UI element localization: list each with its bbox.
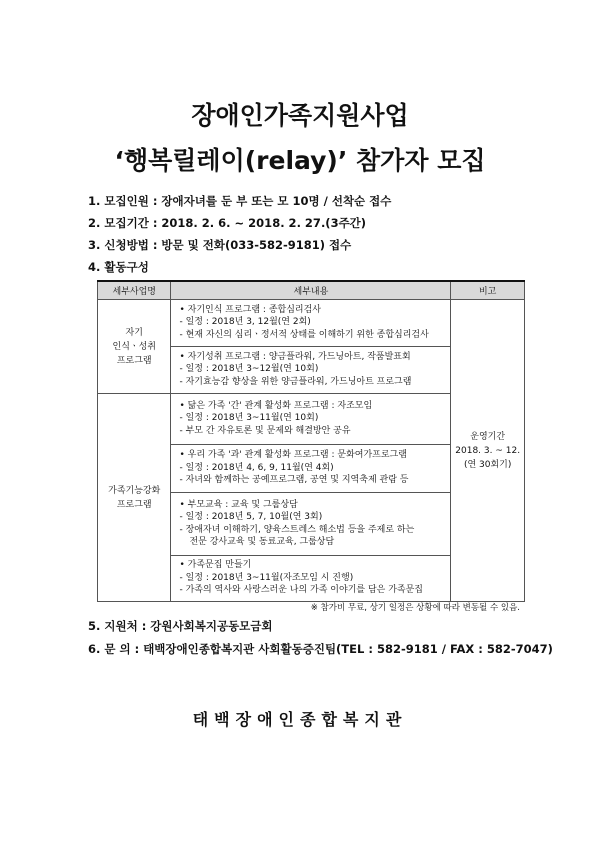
detail-cell bbox=[171, 493, 451, 556]
detail-line: • 자기인식 프로그램 : 종합심리검사 bbox=[179, 304, 321, 315]
detail-cell bbox=[171, 556, 451, 602]
detail-line: - 일정 : 2018년 5, 7, 10월(연 3회) bbox=[179, 512, 323, 522]
page-title-line2: ‘행복릴레이(relay)’ 참가자 모집 bbox=[114, 146, 486, 175]
detail-line: 전문 강사교육 및 동료교육, 그룹상담 bbox=[189, 537, 335, 547]
detail-line: - 자기효능감 향상을 위한 양금플라워, 가드닝아트 프로그램 bbox=[179, 376, 412, 387]
activity-table bbox=[97, 280, 525, 602]
detail-cell bbox=[171, 347, 451, 394]
footnote: ※ 참가비 무료, 상기 일정은 상황에 따라 변동될 수 있음. bbox=[310, 603, 520, 613]
detail-line: - 일정 : 2018년 4, 6, 9, 11월(연 4회) bbox=[179, 462, 334, 473]
category-family-line: 프로그램 bbox=[116, 499, 152, 510]
detail-line: - 가족의 역사와 사랑스러운 나의 가족 이야기를 담은 가족문집 bbox=[179, 585, 423, 596]
detail-cell bbox=[171, 445, 451, 493]
detail-line: • 가족문집 만들기 bbox=[179, 560, 252, 571]
note-line: 운영기간 bbox=[470, 431, 506, 442]
detail-line: - 부모 간 자유토론 및 문제와 해결방안 공유 bbox=[179, 425, 351, 436]
detail-line: - 현재 자신의 심리ㆍ정서적 상태를 이해하기 위한 종합심리검사 bbox=[179, 329, 429, 340]
detail-cell bbox=[171, 300, 451, 347]
detail-cell bbox=[171, 394, 451, 445]
detail-line: • 자기성취 프로그램 : 양금플라워, 가드닝아트, 작품발표회 bbox=[179, 351, 411, 362]
category-family-line: 가족기능강화 bbox=[108, 485, 161, 496]
detail-line: - 일정 : 2018년 3~12월(연 10회) bbox=[179, 364, 319, 375]
detail-line: • 부모교육 : 교육 및 그룹상담 bbox=[179, 499, 298, 510]
detail-line: • 닮은 가족 '간' 관계 활성화 프로그램 : 자조모임 bbox=[179, 400, 373, 411]
note-line: (연 30회기) bbox=[463, 459, 512, 470]
header-note: 비고 bbox=[451, 281, 525, 300]
info-activity-heading: 4. 활동구성 bbox=[88, 260, 149, 274]
detail-line: - 일정 : 2018년 3, 12월(연 2회) bbox=[179, 317, 311, 328]
info-contact: 6. 문 의 : 태백장애인종합복지관 사회활동증진팀(TEL : 582-9181 / FAX : 582-7047) bbox=[88, 642, 553, 656]
table-header-row bbox=[98, 281, 525, 300]
detail-line: - 자녀와 함께하는 공예프로그램, 공연 및 지역축제 관람 등 bbox=[179, 475, 409, 486]
detail-line: - 일정 : 2018년 3~11월(자조모임 시 진행) bbox=[179, 572, 354, 583]
category-self-line: 자기 bbox=[125, 327, 143, 338]
header-detail: 세부내용 bbox=[171, 281, 451, 300]
category-family bbox=[98, 394, 171, 602]
detail-line: • 우리 가족 '과' 관계 활성화 프로그램 : 문화여가프로그램 bbox=[179, 450, 407, 461]
info-sponsor: 5. 지원처 : 강원사회복지공동모금회 bbox=[88, 619, 273, 633]
note-cell bbox=[451, 300, 525, 602]
info-recruit-count: 1. 모집인원 : 장애자녀를 둔 부 또는 모 10명 / 선착순 접수 bbox=[88, 194, 392, 208]
detail-line: - 장애자녀 이해하기, 양육스트레스 해소법 등을 주제로 하는 bbox=[179, 524, 415, 535]
table-row bbox=[98, 300, 525, 347]
detail-line: - 일정 : 2018년 3~11월(연 10회) bbox=[179, 413, 319, 424]
organization-name: 태백장애인종합복지관 bbox=[192, 710, 408, 729]
note-line: 2018. 3. ~ 12. bbox=[455, 445, 521, 456]
header-program: 세부사업명 bbox=[98, 281, 171, 300]
category-self-line: 프로그램 bbox=[116, 355, 152, 366]
info-recruit-period: 2. 모집기간 : 2018. 2. 6. ~ 2018. 2. 27.(3주간) bbox=[88, 216, 367, 230]
info-apply-method: 3. 신청방법 : 방문 및 전화(033-582-9181) 접수 bbox=[88, 238, 352, 252]
category-self bbox=[98, 300, 171, 394]
category-self-line: 인식ㆍ성취 bbox=[112, 341, 156, 352]
page-title-line1: 장애인가족지원사업 bbox=[191, 101, 409, 130]
